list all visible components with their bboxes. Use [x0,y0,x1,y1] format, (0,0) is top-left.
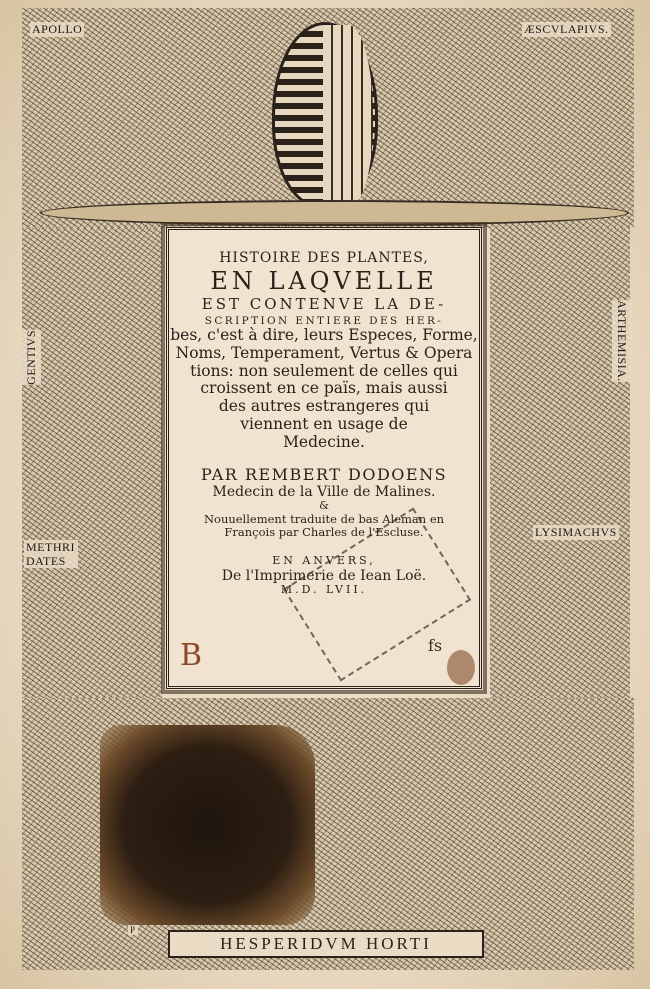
imprint-city: EN ANVERS, [272,554,376,568]
label-apollo: APOLLO [32,22,83,36]
ink-spot [447,650,475,685]
body-line: bes, c'est à dire, leurs Especes, Forme, [170,326,478,344]
body-line: viennent en usage de [240,415,408,434]
label-gentius: GENTIVS [22,330,41,385]
corner-letter: P [130,925,136,935]
woodcut-band [40,200,629,226]
label-methridates: METHRI DATES [24,540,78,568]
author: PAR REMBERT DODOENS [200,464,448,484]
body-line: Noms, Temperament, Vertus & Opera [175,343,473,362]
imprint-year: M.D. LVII. [280,582,368,596]
author-title: Medecin de la Ville de Malines. [212,484,436,501]
title-line-1: HISTOIRE DES PLANTES, [219,250,429,266]
label-arthemisia: ARTHEMISIA. [612,300,631,382]
woodcut-right-panel [490,228,630,698]
title-line-2: EN LAQVELLE [210,267,438,296]
body-line: des autres estrangeres qui [218,397,430,416]
body-line: tions: non seulement de celles qui [190,361,458,380]
garden-cartouche: HESPERIDVM HORTI [168,930,484,958]
imprint-printer: De l'Imprimerie de Iean Loë. [221,567,427,584]
title-line-3: EST CONTENVE LA DE- [201,294,447,313]
coat-of-arms [272,22,378,208]
translation-line: François par Charles de l'Escluse. [224,525,424,540]
burn-stain [100,725,315,925]
translation-line: Nouuellement traduite de bas Aleman en [203,511,445,526]
woodcut-left-panel [22,228,162,698]
title-line-4: SCRIPTION ENTIERE DES HER- [204,314,444,327]
handwritten-annotation: fs [428,636,443,655]
label-aesculapius: ÆSCVLAPIVS. [524,22,609,36]
label-lysimachus: LYSIMACHVS [535,525,617,539]
ampersand: & [319,499,329,513]
body-line: croissent en ce païs, mais aussi [200,379,448,398]
body-line: Medecine. [283,432,365,451]
library-letter-mark: B [180,638,203,673]
